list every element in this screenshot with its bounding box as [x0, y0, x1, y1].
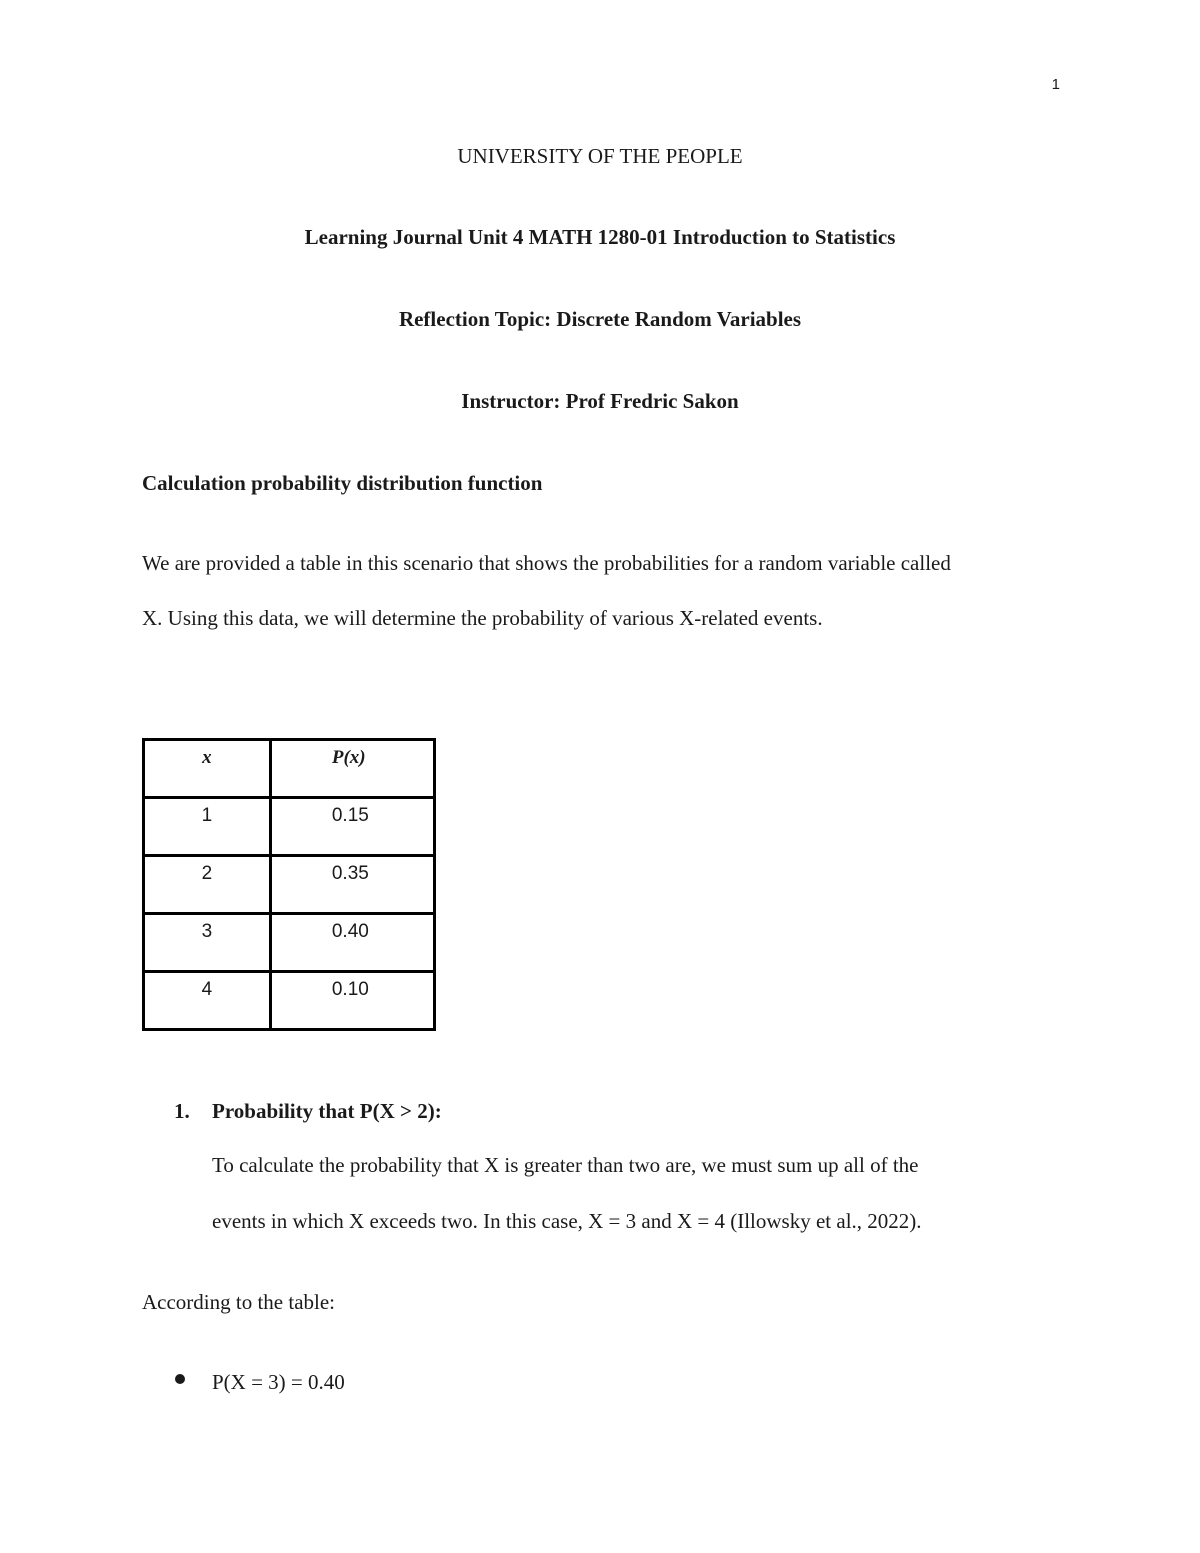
bullet-item: P(X = 3) = 0.40: [212, 1370, 345, 1394]
cell-px: 0.10: [270, 972, 434, 1030]
instructor-line: Instructor: Prof Fredric Sakon: [461, 389, 739, 413]
cell-x: 1: [144, 798, 271, 856]
table-row: [144, 972, 435, 1030]
cell-px: 0.35: [270, 856, 434, 914]
university-title: UNIVERSITY OF THE PEOPLE: [457, 144, 743, 168]
bullet-dot-icon: [175, 1374, 185, 1384]
reflection-topic: Reflection Topic: Discrete Random Variables: [398, 307, 802, 331]
intro-line-1: We are provided a table in this scenario that shows the probabilities for a random variable called: [142, 551, 951, 575]
header-px: P(x): [270, 740, 434, 798]
item-line-1: To calculate the probability that X is greater than two are, we must sum up all of the: [212, 1153, 919, 1177]
table-row: [144, 856, 435, 914]
section-heading: Calculation probability distribution function: [142, 471, 543, 495]
item-line-2: events in which X exceeds two. In this case, X = 3 and X = 4 (Illowsky et al., 2022).: [212, 1209, 922, 1233]
probability-table: [142, 738, 436, 1031]
table-row: [144, 914, 435, 972]
list-item-title: Probability that P(X > 2):: [212, 1099, 442, 1123]
header-x: x: [144, 740, 271, 798]
table-row: [144, 798, 435, 856]
list-item-number: 1.: [174, 1099, 190, 1123]
table-header-row: [144, 740, 435, 798]
cell-px: 0.40: [270, 914, 434, 972]
page-number: 1: [1051, 76, 1060, 93]
course-title: Learning Journal Unit 4 MATH 1280-01 Introduction to Statistics: [304, 225, 896, 249]
intro-line-2: X. Using this data, we will determine the probability of various X-related events.: [142, 606, 823, 630]
cell-x: 3: [144, 914, 271, 972]
cell-x: 4: [144, 972, 271, 1030]
cell-x: 2: [144, 856, 271, 914]
according-line: According to the table:: [142, 1290, 336, 1314]
cell-px: 0.15: [270, 798, 434, 856]
